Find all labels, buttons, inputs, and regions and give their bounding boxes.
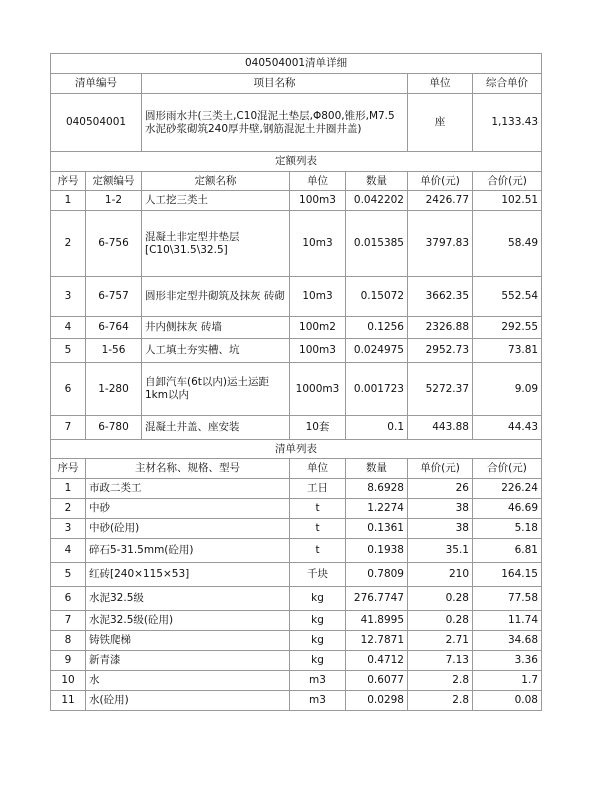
bill-price: 1,133.43 xyxy=(473,94,542,152)
quota-header-row xyxy=(51,172,542,191)
quota-unit: 10m3 xyxy=(290,277,346,317)
material-unit: kg xyxy=(290,611,346,631)
material-qty: 41.8995 xyxy=(346,611,408,631)
material-row xyxy=(51,479,542,499)
quota-name: 混凝土井盖、座安装 xyxy=(142,416,290,440)
quota-row xyxy=(51,363,542,416)
quota-code: 6-757 xyxy=(86,277,142,317)
quota-unit: 10套 xyxy=(290,416,346,440)
material-header-no: 序号 xyxy=(51,459,86,479)
material-price: 210 xyxy=(408,563,473,587)
quota-price: 3797.83 xyxy=(408,211,473,277)
material-qty: 1.2274 xyxy=(346,499,408,519)
quota-price: 2952.73 xyxy=(408,339,473,363)
quota-unit: 100m3 xyxy=(290,339,346,363)
material-total: 46.69 xyxy=(473,499,542,519)
material-qty: 276.7747 xyxy=(346,587,408,611)
quota-header-total: 合价(元) xyxy=(473,172,542,191)
quota-no: 1 xyxy=(51,191,86,211)
material-unit: kg xyxy=(290,631,346,651)
material-name: 市政二类工 xyxy=(86,479,290,499)
material-unit: m3 xyxy=(290,671,346,691)
bill-unit-header: 单位 xyxy=(408,74,473,94)
quota-section-title: 定额列表 xyxy=(51,152,542,172)
bill-price-header: 综合单价 xyxy=(473,74,542,94)
material-total: 3.36 xyxy=(473,651,542,671)
bill-detail-table xyxy=(50,53,542,459)
quota-header-qty: 数量 xyxy=(346,172,408,191)
material-row xyxy=(51,519,542,539)
material-table xyxy=(50,458,542,711)
quota-total: 44.43 xyxy=(473,416,542,440)
material-price: 2.8 xyxy=(408,671,473,691)
bill-name: 圆形雨水井(三类土,C10混泥土垫层,Φ800,锥形,M7.5水泥砂浆砌筑240厚井壁,钢筋混泥土井圈井盖) xyxy=(142,94,408,152)
quota-total: 9.09 xyxy=(473,363,542,416)
material-row xyxy=(51,691,542,711)
material-section-title: 清单列表 xyxy=(51,440,542,459)
material-header-unit: 单位 xyxy=(290,459,346,479)
material-total: 5.18 xyxy=(473,519,542,539)
material-total: 77.58 xyxy=(473,587,542,611)
material-price: 2.8 xyxy=(408,691,473,711)
material-unit: 千块 xyxy=(290,563,346,587)
quota-code: 1-280 xyxy=(86,363,142,416)
material-row xyxy=(51,563,542,587)
material-qty: 8.6928 xyxy=(346,479,408,499)
material-no: 11 xyxy=(51,691,86,711)
quota-price: 2426.77 xyxy=(408,191,473,211)
quota-qty: 0.001723 xyxy=(346,363,408,416)
material-price: 38 xyxy=(408,499,473,519)
quota-code: 6-780 xyxy=(86,416,142,440)
material-header-row xyxy=(51,459,542,479)
material-row xyxy=(51,631,542,651)
quota-unit: 10m3 xyxy=(290,211,346,277)
quota-qty: 0.1256 xyxy=(346,317,408,339)
quota-code: 6-756 xyxy=(86,211,142,277)
quota-qty: 0.1 xyxy=(346,416,408,440)
quota-name: 圆形非定型井砌筑及抹灰 砖砌 xyxy=(142,277,290,317)
quota-header-name: 定额名称 xyxy=(142,172,290,191)
quota-price: 443.88 xyxy=(408,416,473,440)
material-price: 2.71 xyxy=(408,631,473,651)
material-no: 10 xyxy=(51,671,86,691)
material-name: 红砖[240×115×53] xyxy=(86,563,290,587)
bill-row xyxy=(51,94,542,152)
bill-code-header: 清单编号 xyxy=(51,74,142,94)
quota-no: 3 xyxy=(51,277,86,317)
material-no: 7 xyxy=(51,611,86,631)
material-name: 水泥32.5级 xyxy=(86,587,290,611)
material-qty: 0.4712 xyxy=(346,651,408,671)
material-row xyxy=(51,611,542,631)
material-total: 34.68 xyxy=(473,631,542,651)
material-unit: t xyxy=(290,539,346,563)
page-title: 040504001清单详细 xyxy=(51,54,542,74)
material-row xyxy=(51,499,542,519)
quota-qty: 0.042202 xyxy=(346,191,408,211)
material-name: 水(砼用) xyxy=(86,691,290,711)
material-no: 6 xyxy=(51,587,86,611)
material-name: 新青漆 xyxy=(86,651,290,671)
material-no: 4 xyxy=(51,539,86,563)
material-unit: kg xyxy=(290,651,346,671)
quota-total: 292.55 xyxy=(473,317,542,339)
material-unit: 工日 xyxy=(290,479,346,499)
material-qty: 0.7809 xyxy=(346,563,408,587)
material-row xyxy=(51,671,542,691)
material-no: 5 xyxy=(51,563,86,587)
material-row xyxy=(51,587,542,611)
quota-name: 人工填土夯实槽、坑 xyxy=(142,339,290,363)
quota-code: 6-764 xyxy=(86,317,142,339)
material-unit: t xyxy=(290,519,346,539)
quota-no: 2 xyxy=(51,211,86,277)
quota-row xyxy=(51,277,542,317)
material-total: 11.74 xyxy=(473,611,542,631)
bill-name-header: 项目名称 xyxy=(142,74,408,94)
quota-unit: 1000m3 xyxy=(290,363,346,416)
material-name: 碎石5-31.5mm(砼用) xyxy=(86,539,290,563)
quota-header-code: 定额编号 xyxy=(86,172,142,191)
quota-row xyxy=(51,416,542,440)
material-no: 8 xyxy=(51,631,86,651)
quota-qty: 0.15072 xyxy=(346,277,408,317)
material-no: 3 xyxy=(51,519,86,539)
quota-name: 井内侧抹灰 砖墙 xyxy=(142,317,290,339)
material-total: 1.7 xyxy=(473,671,542,691)
material-name: 水 xyxy=(86,671,290,691)
quota-unit: 100m2 xyxy=(290,317,346,339)
material-no: 1 xyxy=(51,479,86,499)
material-price: 26 xyxy=(408,479,473,499)
quota-qty: 0.015385 xyxy=(346,211,408,277)
quota-no: 6 xyxy=(51,363,86,416)
material-price: 38 xyxy=(408,519,473,539)
material-qty: 0.1938 xyxy=(346,539,408,563)
material-name: 中砂(砼用) xyxy=(86,519,290,539)
material-name: 铸铁爬梯 xyxy=(86,631,290,651)
material-qty: 12.7871 xyxy=(346,631,408,651)
material-unit: kg xyxy=(290,587,346,611)
material-unit: m3 xyxy=(290,691,346,711)
material-price: 0.28 xyxy=(408,611,473,631)
quota-price: 2326.88 xyxy=(408,317,473,339)
quota-no: 4 xyxy=(51,317,86,339)
quota-row xyxy=(51,211,542,277)
bill-code: 040504001 xyxy=(51,94,142,152)
material-no: 2 xyxy=(51,499,86,519)
quota-row xyxy=(51,339,542,363)
quota-total: 102.51 xyxy=(473,191,542,211)
quota-name: 人工挖三类土 xyxy=(142,191,290,211)
material-qty: 0.6077 xyxy=(346,671,408,691)
quota-total: 552.54 xyxy=(473,277,542,317)
material-total: 6.81 xyxy=(473,539,542,563)
material-qty: 0.1361 xyxy=(346,519,408,539)
quota-price: 3662.35 xyxy=(408,277,473,317)
material-header-qty: 数量 xyxy=(346,459,408,479)
material-header-total: 合价(元) xyxy=(473,459,542,479)
quota-total: 58.49 xyxy=(473,211,542,277)
material-total: 226.24 xyxy=(473,479,542,499)
quota-header-price: 单价(元) xyxy=(408,172,473,191)
quota-header-unit: 单位 xyxy=(290,172,346,191)
material-header-name: 主材名称、规格、型号 xyxy=(86,459,290,479)
material-price: 0.28 xyxy=(408,587,473,611)
material-name: 水泥32.5级(砼用) xyxy=(86,611,290,631)
quota-row xyxy=(51,191,542,211)
quota-name: 自卸汽车(6t以内)运土运距1km以内 xyxy=(142,363,290,416)
quota-row xyxy=(51,317,542,339)
quota-price: 5272.37 xyxy=(408,363,473,416)
material-price: 7.13 xyxy=(408,651,473,671)
material-name: 中砂 xyxy=(86,499,290,519)
material-total: 164.15 xyxy=(473,563,542,587)
material-header-price: 单价(元) xyxy=(408,459,473,479)
quota-code: 1-56 xyxy=(86,339,142,363)
quota-no: 7 xyxy=(51,416,86,440)
quota-no: 5 xyxy=(51,339,86,363)
material-price: 35.1 xyxy=(408,539,473,563)
material-unit: t xyxy=(290,499,346,519)
quota-unit: 100m3 xyxy=(290,191,346,211)
material-total: 0.08 xyxy=(473,691,542,711)
quota-qty: 0.024975 xyxy=(346,339,408,363)
material-row xyxy=(51,539,542,563)
quota-code: 1-2 xyxy=(86,191,142,211)
bill-unit: 座 xyxy=(408,94,473,152)
material-no: 9 xyxy=(51,651,86,671)
quota-header-no: 序号 xyxy=(51,172,86,191)
quota-total: 73.81 xyxy=(473,339,542,363)
bill-header-row xyxy=(51,74,542,94)
quota-name: 混凝土非定型井垫层[C10\31.5\32.5] xyxy=(142,211,290,277)
material-qty: 0.0298 xyxy=(346,691,408,711)
material-row xyxy=(51,651,542,671)
